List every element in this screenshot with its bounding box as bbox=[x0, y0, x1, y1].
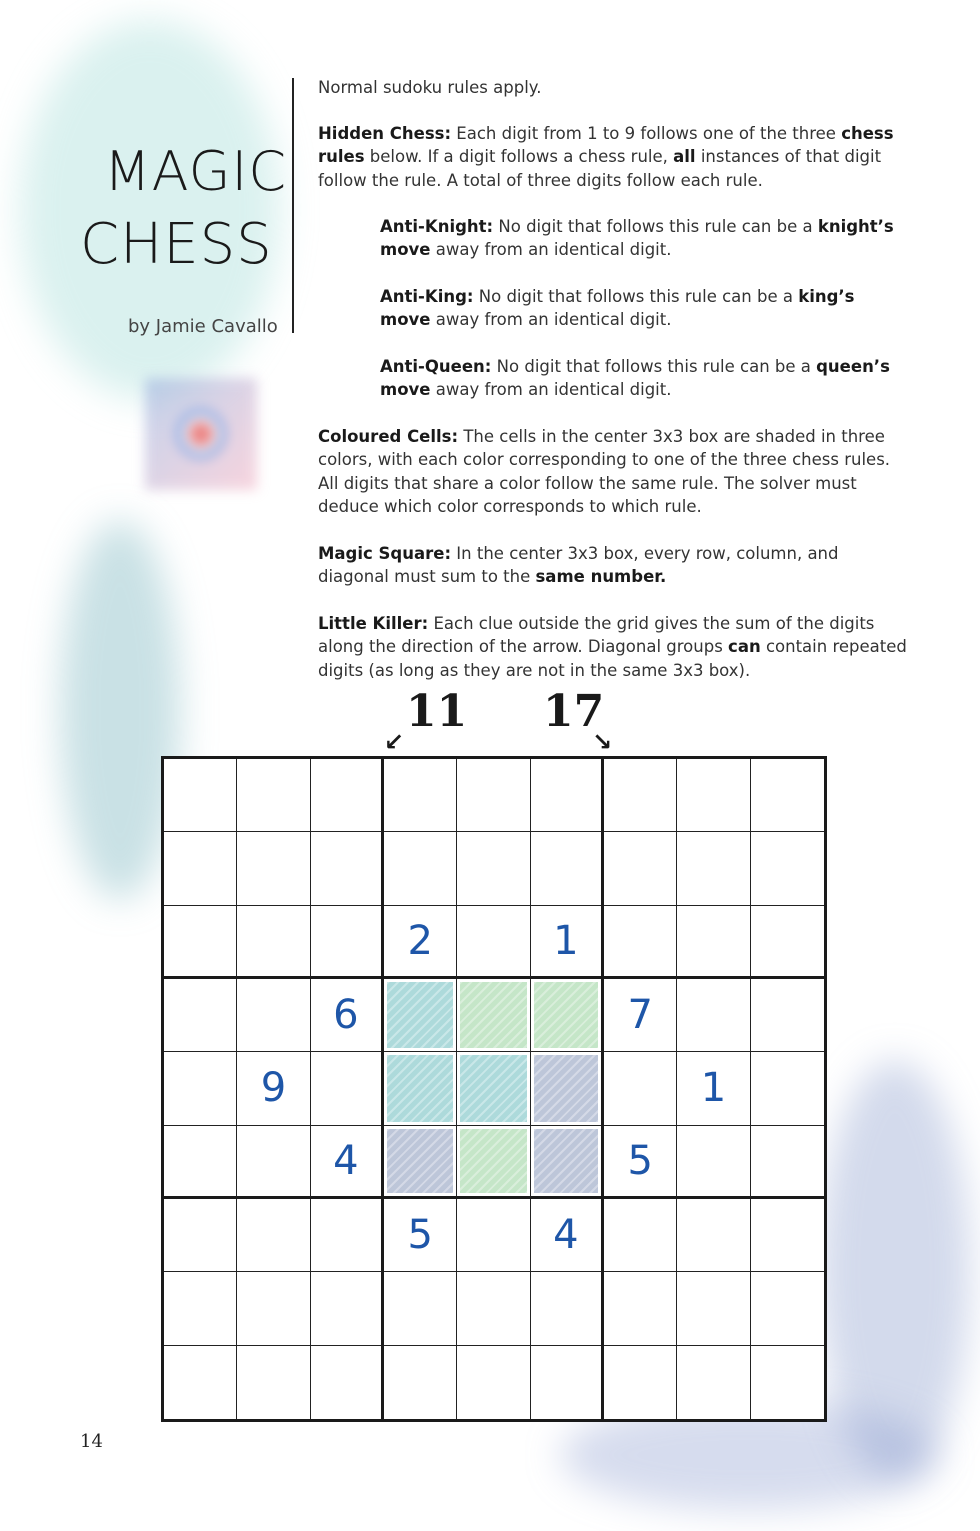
given-digit: 5 bbox=[627, 1137, 653, 1184]
cell-r6c9[interactable] bbox=[751, 1126, 824, 1199]
rule-text: Each digit from 1 to 9 follows one of the three bbox=[451, 124, 842, 143]
cell-r1c8[interactable] bbox=[677, 759, 750, 832]
cell-r6c1[interactable] bbox=[164, 1126, 237, 1199]
cell-r1c4[interactable] bbox=[384, 759, 457, 832]
cell-r2c6[interactable] bbox=[531, 832, 604, 905]
shade-teal bbox=[387, 1055, 453, 1121]
page-number: 14 bbox=[80, 1431, 103, 1452]
cell-r4c5[interactable] bbox=[457, 979, 530, 1052]
bold-term: Anti-King: bbox=[380, 287, 474, 306]
cell-r2c2[interactable] bbox=[237, 832, 310, 905]
bold-term: same number. bbox=[535, 567, 667, 587]
bold-term: Little Killer: bbox=[318, 614, 429, 633]
cell-r2c4[interactable] bbox=[384, 832, 457, 905]
cell-r8c7[interactable] bbox=[604, 1272, 677, 1345]
rule-paragraph bbox=[318, 425, 908, 519]
cell-r8c8[interactable] bbox=[677, 1272, 750, 1345]
title-line-1: MAGIC bbox=[104, 140, 288, 203]
cell-r7c3[interactable] bbox=[311, 1199, 384, 1272]
cell-r1c9[interactable] bbox=[751, 759, 824, 832]
shade-green bbox=[534, 982, 598, 1048]
rule-paragraph bbox=[380, 285, 900, 332]
cell-r9c9[interactable] bbox=[751, 1346, 824, 1419]
cell-r2c8[interactable] bbox=[677, 832, 750, 905]
cell-r3c4[interactable] bbox=[384, 906, 457, 979]
cell-r3c7[interactable] bbox=[604, 906, 677, 979]
cell-r2c3[interactable] bbox=[311, 832, 384, 905]
cell-r6c2[interactable] bbox=[237, 1126, 310, 1199]
cell-r1c2[interactable] bbox=[237, 759, 310, 832]
cell-r2c9[interactable] bbox=[751, 832, 824, 905]
shade-teal bbox=[460, 1055, 526, 1121]
cell-r6c4[interactable] bbox=[384, 1126, 457, 1199]
bold-term: queen’s move bbox=[380, 357, 890, 400]
rule-text: instances of that digit follow the rule. A total of three digits follow each rule. bbox=[318, 147, 882, 190]
cell-r8c6[interactable] bbox=[531, 1272, 604, 1345]
cell-r9c8[interactable] bbox=[677, 1346, 750, 1419]
bold-term: can bbox=[728, 637, 761, 657]
cell-r5c9[interactable] bbox=[751, 1052, 824, 1125]
cell-r8c5[interactable] bbox=[457, 1272, 530, 1345]
cell-r7c7[interactable] bbox=[604, 1199, 677, 1272]
shade-lavender bbox=[534, 1055, 598, 1121]
rule-text: Each clue outside the grid gives the sum of the digits along the direction of the arrow. Diagonal groups bbox=[318, 614, 875, 657]
given-digit: 7 bbox=[627, 992, 653, 1039]
sudoku-grid bbox=[161, 756, 827, 1422]
cell-r1c5[interactable] bbox=[457, 759, 530, 832]
cell-r8c2[interactable] bbox=[237, 1272, 310, 1345]
rule-text: away from an identical digit. bbox=[430, 380, 672, 400]
bold-term: Anti-Queen: bbox=[380, 357, 492, 376]
blurred-qr-code bbox=[145, 378, 257, 490]
cell-r1c3[interactable] bbox=[311, 759, 384, 832]
cell-r9c4[interactable] bbox=[384, 1346, 457, 1419]
cell-r4c1[interactable] bbox=[164, 979, 237, 1052]
rule-paragraph bbox=[318, 542, 908, 589]
rule-text: away from an identical digit. bbox=[430, 240, 672, 260]
shade-green bbox=[460, 1129, 526, 1193]
cell-r6c8[interactable] bbox=[677, 1126, 750, 1199]
rule-text: Normal sudoku rules apply. bbox=[318, 78, 542, 97]
bold-term: Coloured Cells: bbox=[318, 427, 459, 446]
cell-r9c7[interactable] bbox=[604, 1346, 677, 1419]
cell-r5c2[interactable] bbox=[237, 1052, 310, 1125]
cell-r4c8[interactable] bbox=[677, 979, 750, 1052]
shade-green bbox=[460, 982, 526, 1048]
bold-term: knight’s move bbox=[380, 217, 894, 260]
given-digit: 6 bbox=[333, 992, 359, 1039]
cell-r6c3[interactable] bbox=[311, 1126, 384, 1199]
cell-r9c2[interactable] bbox=[237, 1346, 310, 1419]
cell-r4c7[interactable] bbox=[604, 979, 677, 1052]
cell-r6c5[interactable] bbox=[457, 1126, 530, 1199]
rule-text: In the center 3x3 box, every row, column, and diagonal must sum to the bbox=[318, 544, 839, 587]
shade-lavender bbox=[387, 1129, 453, 1193]
rule-text: The cells in the center 3x3 box are shaded in three colors, with each color corresponding to one of the three chess rules. All digits that share a color follow the same rule. The solver must deduce which color corresponds to which rule. bbox=[318, 427, 891, 517]
cell-r4c2[interactable] bbox=[237, 979, 310, 1052]
cell-r3c3[interactable] bbox=[311, 906, 384, 979]
cell-r6c7[interactable] bbox=[604, 1126, 677, 1199]
given-digit: 2 bbox=[407, 917, 433, 964]
cell-r7c8[interactable] bbox=[677, 1199, 750, 1272]
cell-r3c6[interactable] bbox=[531, 906, 604, 979]
cell-r3c1[interactable] bbox=[164, 906, 237, 979]
cell-r7c6[interactable] bbox=[531, 1199, 604, 1272]
cell-r3c9[interactable] bbox=[751, 906, 824, 979]
cell-r7c5[interactable] bbox=[457, 1199, 530, 1272]
cell-r2c5[interactable] bbox=[457, 832, 530, 905]
rule-paragraph bbox=[380, 355, 900, 402]
shade-teal bbox=[387, 982, 453, 1048]
cell-r3c5[interactable] bbox=[457, 906, 530, 979]
cell-r3c8[interactable] bbox=[677, 906, 750, 979]
cell-r7c9[interactable] bbox=[751, 1199, 824, 1272]
rule-text: below. If a digit follows a chess rule, bbox=[364, 147, 674, 167]
cell-r2c7[interactable] bbox=[604, 832, 677, 905]
given-digit: 9 bbox=[260, 1065, 287, 1112]
cell-r1c6[interactable] bbox=[531, 759, 604, 832]
divider bbox=[292, 78, 294, 333]
bold-term: chess rules bbox=[318, 124, 894, 167]
cell-r9c3[interactable] bbox=[311, 1346, 384, 1419]
given-digit: 1 bbox=[553, 917, 579, 964]
cell-r1c7[interactable] bbox=[604, 759, 677, 832]
cell-r1c1[interactable] bbox=[164, 759, 237, 832]
cell-r8c1[interactable] bbox=[164, 1272, 237, 1345]
rule-text: No digit that follows this rule can be a bbox=[493, 217, 818, 236]
rule-text: away from an identical digit. bbox=[430, 310, 672, 330]
cell-r5c6[interactable] bbox=[531, 1052, 604, 1125]
arrow-down-right-icon: ↘ bbox=[592, 728, 613, 756]
byline: by Jamie Cavallo bbox=[128, 316, 278, 337]
title-line-2: CHESS bbox=[80, 212, 273, 277]
given-digit: 4 bbox=[553, 1212, 579, 1259]
cell-r4c3[interactable] bbox=[311, 979, 384, 1052]
cell-r4c9[interactable] bbox=[751, 979, 824, 1052]
arrow-down-left-icon: ↙ bbox=[384, 728, 405, 756]
little-killer-clue-17: 17 bbox=[543, 686, 605, 737]
rule-paragraph bbox=[380, 215, 900, 262]
cell-r8c3[interactable] bbox=[311, 1272, 384, 1345]
cell-r9c5[interactable] bbox=[457, 1346, 530, 1419]
decorative-queen-swirl bbox=[20, 20, 280, 400]
little-killer-clue-11: 11 bbox=[406, 686, 468, 737]
cell-r6c6[interactable] bbox=[531, 1126, 604, 1199]
rule-text: No digit that follows this rule can be a bbox=[491, 357, 817, 376]
rule-text: No digit that follows this rule can be a bbox=[473, 287, 799, 306]
bold-term: Anti-Knight: bbox=[380, 217, 494, 236]
cell-r7c4[interactable] bbox=[384, 1199, 457, 1272]
given-digit: 1 bbox=[700, 1065, 727, 1112]
rule-paragraph bbox=[318, 122, 908, 192]
cell-r5c3[interactable] bbox=[311, 1052, 384, 1125]
rule-paragraph bbox=[318, 612, 908, 682]
cell-r2c1[interactable] bbox=[164, 832, 237, 905]
cell-r9c1[interactable] bbox=[164, 1346, 237, 1419]
cell-r8c9[interactable] bbox=[751, 1272, 824, 1345]
rule-text: contain repeated digits (as long as they are not in the same 3x3 box). bbox=[318, 637, 907, 680]
cell-r5c1[interactable] bbox=[164, 1052, 237, 1125]
given-digit: 4 bbox=[333, 1137, 359, 1184]
bold-term: all bbox=[673, 147, 696, 167]
rule-paragraph bbox=[318, 76, 908, 99]
cell-r5c7[interactable] bbox=[604, 1052, 677, 1125]
bold-term: Magic Square: bbox=[318, 544, 452, 563]
cell-r3c2[interactable] bbox=[237, 906, 310, 979]
cell-r5c5[interactable] bbox=[457, 1052, 530, 1125]
cell-r7c1[interactable] bbox=[164, 1199, 237, 1272]
cell-r5c8[interactable] bbox=[677, 1052, 750, 1125]
cell-r9c6[interactable] bbox=[531, 1346, 604, 1419]
decorative-king-swirl bbox=[820, 1060, 970, 1480]
bold-term: king’s move bbox=[380, 287, 855, 330]
cell-r5c4[interactable] bbox=[384, 1052, 457, 1125]
shade-lavender bbox=[534, 1129, 598, 1193]
cell-r4c6[interactable] bbox=[531, 979, 604, 1052]
cell-r8c4[interactable] bbox=[384, 1272, 457, 1345]
given-digit: 5 bbox=[407, 1212, 433, 1259]
cell-r7c2[interactable] bbox=[237, 1199, 310, 1272]
cell-r4c4[interactable] bbox=[384, 979, 457, 1052]
bold-term: Hidden Chess: bbox=[318, 124, 452, 143]
